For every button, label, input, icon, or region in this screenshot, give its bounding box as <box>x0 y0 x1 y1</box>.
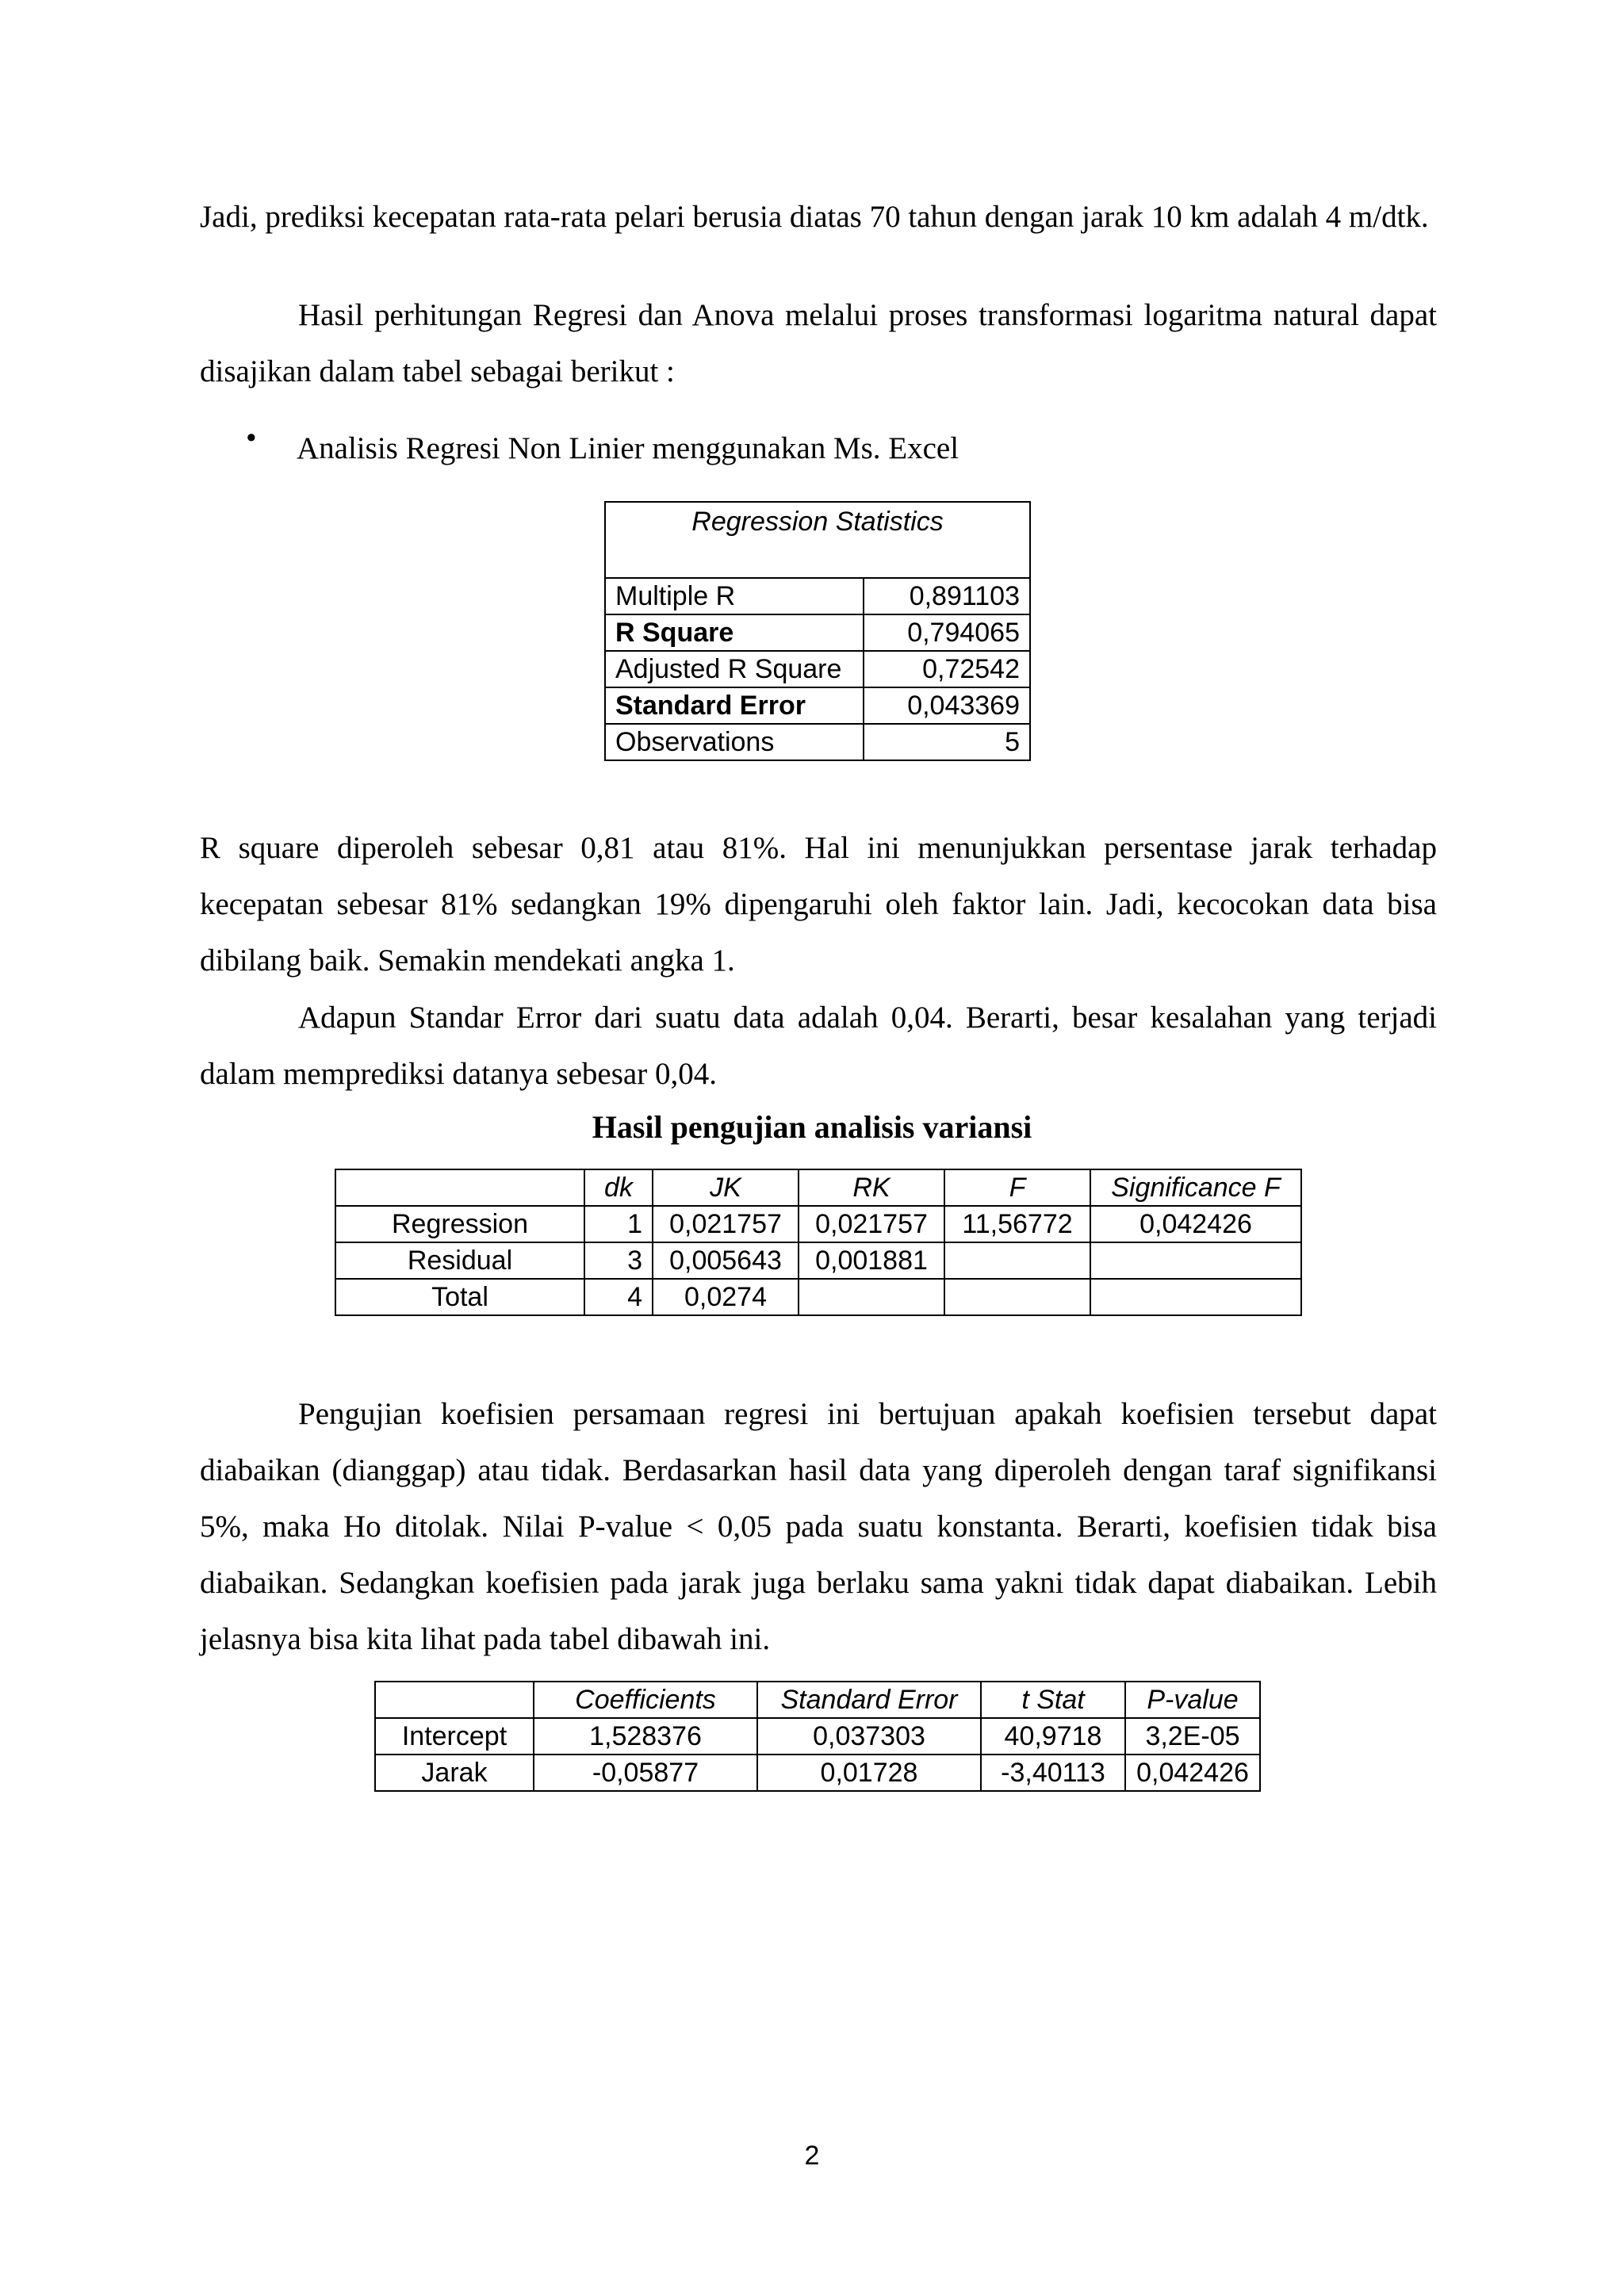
table-row <box>335 1169 1301 1206</box>
anova-cell: 4 <box>584 1279 653 1315</box>
anova-cell: Residual <box>335 1242 584 1279</box>
anova-cell: 0,021757 <box>799 1206 944 1242</box>
stat-value: 0,794065 <box>864 614 1030 651</box>
table-row <box>605 651 1030 687</box>
stat-label: Adjusted R Square <box>605 651 864 687</box>
anova-header-cell <box>335 1169 584 1206</box>
coefficients-cell: Jarak <box>375 1755 534 1791</box>
coefficients-cell: 1,528376 <box>534 1718 757 1755</box>
coefficients-cell: 0,037303 <box>757 1718 981 1755</box>
table-row <box>375 1682 1260 1718</box>
coefficients-header-cell: t Stat <box>981 1682 1125 1718</box>
anova-cell: 0,042426 <box>1090 1206 1301 1242</box>
table-row <box>605 687 1030 724</box>
stat-value: 0,043369 <box>864 687 1030 724</box>
stat-label: R Square <box>605 614 864 651</box>
stat-value: 5 <box>864 724 1030 760</box>
page-number: 2 <box>804 2141 820 2171</box>
table-row <box>605 502 1030 578</box>
coefficients-cell: 0,042426 <box>1125 1755 1260 1791</box>
table-row <box>605 578 1030 614</box>
anova-cell <box>1090 1279 1301 1315</box>
coefficients-header-cell: Coefficients <box>534 1682 757 1718</box>
stat-label: Multiple R <box>605 578 864 614</box>
anova-header-cell: F <box>944 1169 1090 1206</box>
anova-cell: 11,56772 <box>944 1206 1090 1242</box>
table-row <box>605 724 1030 760</box>
table-row <box>605 614 1030 651</box>
anova-heading: Hasil pengujian analisis variansi <box>592 1109 1032 1145</box>
bullet-regression-analysis: Analisis Regresi Non Linier menggunakan Ms. Excel <box>297 431 959 465</box>
paragraph-intro-tables: Hasil perhitungan Regresi dan Anova melalui proses transformasi logaritma natural dapat disajikan dalam tabel sebagai berikut : <box>200 298 1437 388</box>
coefficients-header-cell <box>375 1682 534 1718</box>
stat-value: 0,891103 <box>864 578 1030 614</box>
anova-header-cell: Significance F <box>1090 1169 1301 1206</box>
coefficients-header-cell: Standard Error <box>757 1682 981 1718</box>
anova-cell: 1 <box>584 1206 653 1242</box>
table-row <box>375 1718 1260 1755</box>
anova-table <box>335 1169 1302 1316</box>
anova-cell: 0,005643 <box>653 1242 799 1279</box>
anova-cell <box>944 1279 1090 1315</box>
paragraph-standard-error-explanation: Adapun Standar Error dari suatu data adalah 0,04. Berarti, besar kesalahan yang terjadi dalam memprediksi datanya sebesar 0,04. <box>200 1001 1437 1091</box>
anova-header-cell: JK <box>653 1169 799 1206</box>
anova-header-cell: RK <box>799 1169 944 1206</box>
paragraph-r-square-explanation: R square diperoleh sebesar 0,81 atau 81%. Hal ini menunjukkan persentase jarak terhadap kecepatan sebesar 81% sedangkan 19% dipengaruhi oleh faktor lain. Jadi, kecocokan data bisa dibilang baik. Semakin mendekati angka 1. <box>200 831 1437 978</box>
anova-cell: 0,021757 <box>653 1206 799 1242</box>
coefficients-cell: -0,05877 <box>534 1755 757 1791</box>
anova-cell: Regression <box>335 1206 584 1242</box>
anova-cell: 0,001881 <box>799 1242 944 1279</box>
anova-cell: 3 <box>584 1242 653 1279</box>
coefficients-table <box>374 1681 1261 1792</box>
stat-value: 0,72542 <box>864 651 1030 687</box>
coefficients-cell: 0,01728 <box>757 1755 981 1791</box>
coefficients-cell: -3,40113 <box>981 1755 1125 1791</box>
coefficients-cell: Intercept <box>375 1718 534 1755</box>
regression-statistics-title: Regression Statistics <box>605 502 1030 578</box>
paragraph-prediction-conclusion: Jadi, prediksi kecepatan rata-rata pelari berusia diatas 70 tahun dengan jarak 10 km adalah 4 m/dtk. <box>200 200 1429 234</box>
bullet-icon: • <box>246 421 257 455</box>
anova-cell <box>944 1242 1090 1279</box>
stat-label: Standard Error <box>605 687 864 724</box>
coefficients-cell: 40,9718 <box>981 1718 1125 1755</box>
table-row <box>335 1242 1301 1279</box>
anova-cell: 0,0274 <box>653 1279 799 1315</box>
stat-label: Observations <box>605 724 864 760</box>
anova-header-cell: dk <box>584 1169 653 1206</box>
table-row <box>335 1206 1301 1242</box>
coefficients-cell: 3,2E-05 <box>1125 1718 1260 1755</box>
anova-cell <box>799 1279 944 1315</box>
coefficients-header-cell: P-value <box>1125 1682 1260 1718</box>
table-row <box>335 1279 1301 1315</box>
regression-statistics-table <box>604 501 1031 761</box>
anova-cell: Total <box>335 1279 584 1315</box>
anova-cell <box>1090 1242 1301 1279</box>
paragraph-coefficient-test: Pengujian koefisien persamaan regresi ini bertujuan apakah koefisien tersebut dapat diabaikan (dianggap) atau tidak. Berdasarkan hasil data yang diperoleh dengan taraf signifikansi 5%, maka Ho ditolak. Nilai P-value < 0,05 pada suatu konstanta. Berarti, koefisien tidak bisa diabaikan. Sedangkan koefisien pada jarak juga berlaku sama yakni tidak dapat diabaikan. Lebih jelasnya bisa kita lihat pada tabel dibawah ini. <box>200 1397 1437 1656</box>
table-row <box>375 1755 1260 1791</box>
